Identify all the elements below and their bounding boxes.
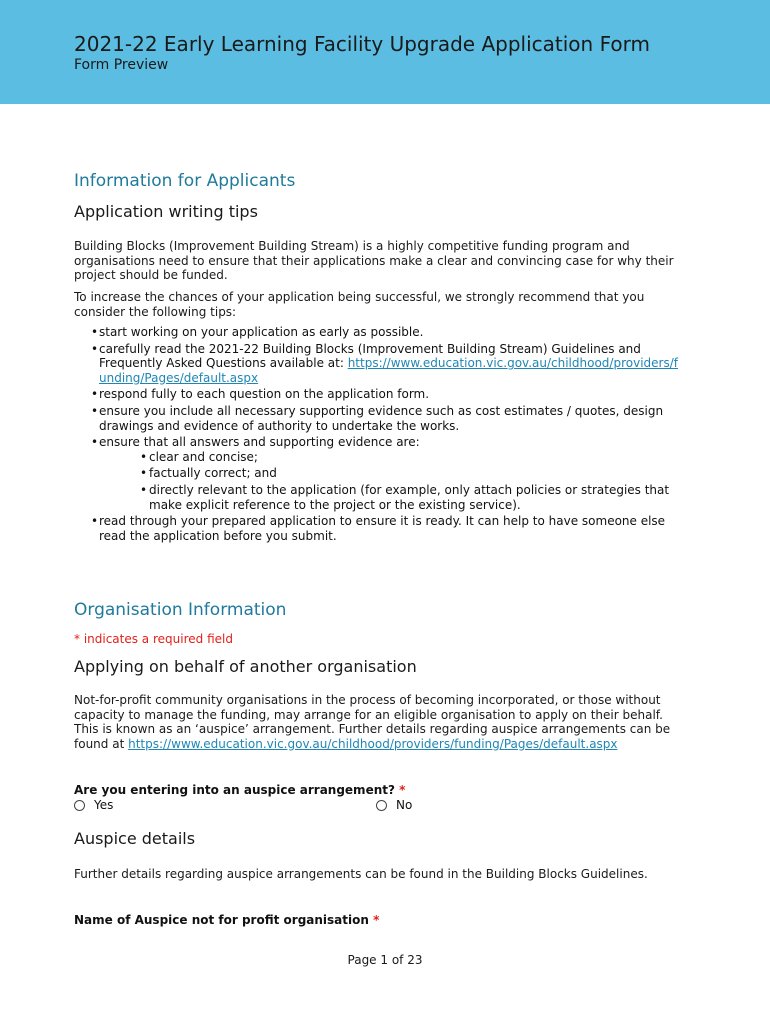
form-header <box>0 0 770 104</box>
auspice-behalf-heading: Applying on behalf of another organisation <box>74 657 417 676</box>
sub-tip-item: • directly relevant to the application (for example, only attach policies or strategies that make explicit reference to the project or the existing service). <box>99 483 684 512</box>
form-title: 2021-22 Early Learning Facility Upgrade Application Form <box>74 32 650 56</box>
funding-link[interactable]: https://www.education.vic.gov.au/childhood/providers/funding/Pages/default.aspx <box>128 736 618 751</box>
auspice-name-label: Name of Auspice not for profit organisation * <box>74 913 380 927</box>
tip-item: • start working on your application as early as possible. <box>74 325 684 340</box>
tip-item: • ensure you include all necessary supporting evidence such as cost estimates / quotes, design drawings and evidence of authority to undertake the works. <box>74 404 684 433</box>
required-star: * <box>373 913 380 927</box>
sub-tip-item: • clear and concise; <box>99 450 684 465</box>
tips-heading: Application writing tips <box>74 202 258 221</box>
required-star: * <box>399 783 406 797</box>
required-note: * indicates a required field <box>74 632 233 646</box>
form-subtitle: Form Preview <box>74 57 169 73</box>
sub-tip-item: • factually correct; and <box>99 466 684 481</box>
org-heading: Organisation Information <box>74 600 287 620</box>
radio-circle[interactable] <box>74 800 85 811</box>
tips-list <box>74 325 684 545</box>
tip-item: • respond fully to each question on the application form. <box>74 387 684 402</box>
org-paragraph: Not-for-profit community organisations in the process of becoming incorporated, or those without capacity to manage the funding, may arrange for an eligible organisation to apply on their behalf. This is known as an ‘auspice’ arrangement. Further details regarding auspice arrangements can be found at https://www.education.vic.gov.au/childhood/providers/funding/Pages/default.aspx <box>74 693 671 751</box>
tip-item: • read through your prepared application to ensure it is ready. It can help to have someone else read the application before you submit. <box>74 514 684 543</box>
auspice-paragraph: Further details regarding auspice arrangements can be found in the Building Blocks Guidelines. <box>74 867 648 881</box>
auspice-question: Are you entering into an auspice arrangement? * <box>74 783 406 797</box>
sub-tips-list <box>99 450 684 512</box>
radio-circle[interactable] <box>376 800 387 811</box>
page-number: Page 1 of 23 <box>347 953 423 967</box>
radio-no[interactable]: No <box>376 798 412 812</box>
radio-yes[interactable]: Yes <box>74 798 113 812</box>
guidelines-link[interactable]: https://www.education.vic.gov.au/childhood/providers/funding/Pages/default.aspx <box>99 356 678 385</box>
info-heading: Information for Applicants <box>74 171 296 191</box>
info-paragraph-2: To increase the chances of your application being successful, we strongly recommend that you consider the following tips: <box>74 290 645 319</box>
info-paragraph-1: Building Blocks (Improvement Building Stream) is a highly competitive funding program and organisations need to ensure that their applications make a clear and convincing case for why their project should be funded. <box>74 239 674 283</box>
tip-item: • carefully read the 2021-22 Building Blocks (Improvement Building Stream) Guidelines and Frequently Asked Questions available at: https://www.education.vic.gov.au/childhood/providers/funding/Pages/default.aspx <box>74 342 684 386</box>
tip-item: • ensure that all answers and supporting evidence are: • clear and concise; • factually correct; and • directly relevant to the application (for example, only attach policies or strategies that make explicit reference to the project or the existing service). <box>74 435 684 512</box>
auspice-details-heading: Auspice details <box>74 829 196 848</box>
